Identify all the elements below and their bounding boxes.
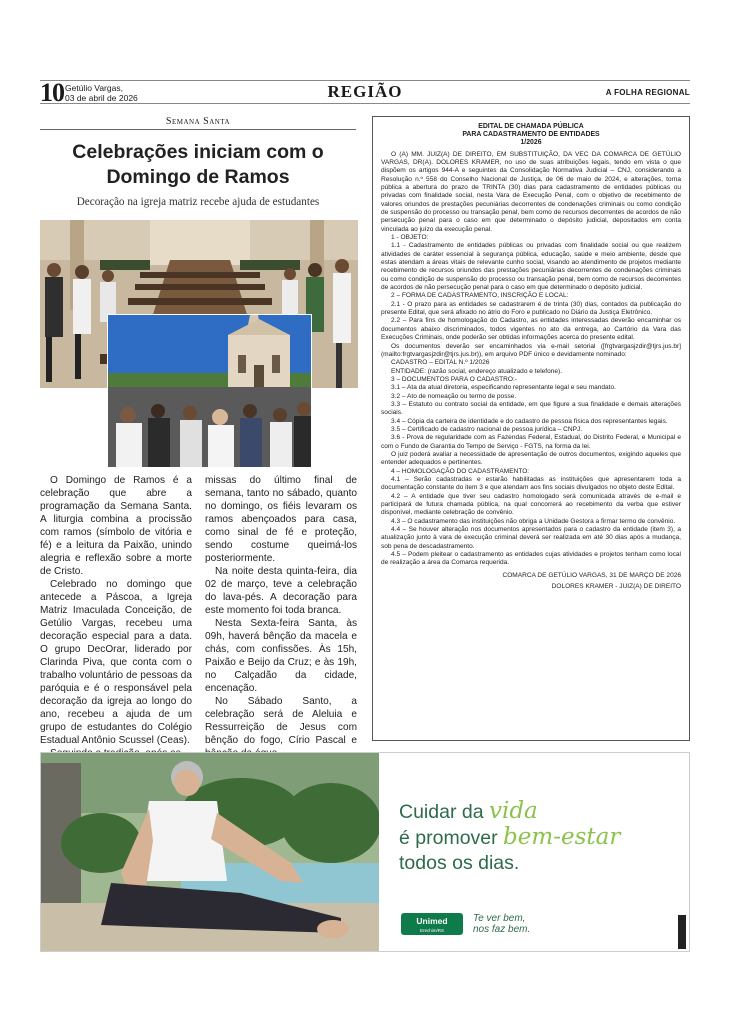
ad-text: Cuidar da <box>399 801 489 823</box>
article-column-1 <box>40 474 192 760</box>
ad-slogan-line-1: Te ver bem, <box>473 913 526 924</box>
notice-paragraph: O (A) MM. JUIZ(A) DE DIREITO, EM SUBSTITUIÇÃO, DA VEC DA COMARCA DE GETÚLIO VARGAS, DR(A). DOLORES KRAMER, no uso de suas atribuições legais, tendo em vista o que dispõem os artigos 944-A e seguintes da Consolidação Normativa Judicial – CNJ, considerando a Resolução n.º 558 do Conselho Nacional de Justiça, de 06 de maio de 2024, e alterações, torna pública a abertura do prazo de TRINTA (30) dias para cadastramento de entidades públicas ou privadas com finalidade social, nesta Vara de Execução Penal, com o objetivo de recebimento de valores oriundos de prestações pecuniárias decorrentes de condenações criminais ou como condição de suspensão do processo ou transação penal, bem como de recursos decorrentes de acordos de não persecução penal para o caso em que determinado o depósito judicial, depositados em conta vinculada ao juízo da execução penal. <box>381 150 681 233</box>
article-column-2 <box>205 474 357 786</box>
article-paragraph: No Sábado Santo, a celebração será de Aleluia e Ressurreição de Jesus com bênção do fogo, Círio Pascal e <box>205 696 357 746</box>
notice-paragraph: 4.4 – Se houver alteração nos documentos apresentados para o cadastro da entidade (item 3), a atualização junto à vara de execução criminal deverá ser realizada em até 30 dias após a mudança, sob pena de descadastramento. <box>381 526 681 550</box>
notice-paragraph: Os documentos deverão ser encaminhados via e-mail setorial ([frgtvargasjzdir@tjrs.jus.br](mailto:frgtvargasjzdir@tjrs.jus.br)), em arquivo PDF único e devidamente nominado: <box>381 342 681 358</box>
page-header <box>40 78 690 107</box>
section-title: REGIÃO <box>327 82 403 101</box>
notice-paragraph: 4.2 – A entidade que tiver seu cadastro homologado será comunicada através de e-mail e participará de futura chamada pública, na qual concorrerá ao recebimento da verba que estiver disponível, mediante celebração de convênio. <box>381 492 681 517</box>
page-number: 10 <box>40 78 64 107</box>
notice-paragraph: 1 - OBJETO: <box>391 234 429 242</box>
header-date-day: 03 de abril de 2026 <box>65 93 138 103</box>
kicker-divider <box>40 129 356 130</box>
ad-script-text: bem-estar <box>503 824 621 850</box>
article-paragraph: Na noite desta quinta-feira, dia 02 de março, teve a celebração do lava-pés. A decoração para este momento foi toda branca. <box>205 566 357 616</box>
notice-paragraph: 4.1 – Serão cadastradas e estarão habilitadas as instituições que apresentarem toda a documentação constante do item 3 e que atendam aos fins sociais divulgados no objeto deste Edital. <box>381 476 681 492</box>
notice-paragraph: 2.1 - O prazo para as entidades se cadastrarem é de trinta (30) dias, contados da publicação do presente Edital, que será afixado no átrio do Foro e publicado no Diário da Justiça Eletrônico. <box>381 300 681 317</box>
notice-paragraph: 4 – HOMOLOGAÇÃO DO CADASTRAMENTO: <box>391 467 530 475</box>
notice-title <box>381 123 681 148</box>
ad-headline-line-2 <box>399 826 620 849</box>
ad-slogan-line-2: nos faz bem. <box>473 924 531 935</box>
notice-title-line: EDITAL DE CHAMADA PÚBLICA <box>478 123 584 130</box>
notice-paragraph: 3.4 – Cópia da carteira de identidade e do cadastro de pessoa física dos representantes legais. <box>391 417 668 425</box>
advertisement[interactable] <box>40 752 690 952</box>
notice-paragraph: 3.1 – Ata da atual diretoria, especificando representante legal e seu mandato. <box>391 384 616 392</box>
notice-paragraph: 3.5 – Certificado de cadastro nacional de pessoa jurídica – CNPJ. <box>391 425 583 433</box>
notice-body <box>381 151 681 568</box>
notice-paragraph: 3 – DOCUMENTOS PARA O CADASTRO:- <box>391 375 517 383</box>
notice-paragraph: 3.2 – Ato de nomeação ou termo de posse. <box>391 392 517 400</box>
notice-number: 1/2026 <box>520 139 542 147</box>
notice-paragraph: 4.3 – O cadastramento das instituições não obriga a Unidade Gestora a firmar termo de convênio. <box>391 517 676 525</box>
notice-paragraph: O juiz poderá avaliar a necessidade de apresentação de outros documentos, exigindo aqueles que entender adequados e pertinentes. <box>381 450 681 467</box>
ad-script-text: vida <box>488 798 538 824</box>
notice-paragraph: 1.1 - Cadastramento de entidades públicas ou privadas com finalidade social ou que realizem atividades de caráter essencial à segurança pública, educação, saúde e meio ambiente, desde que estas atendam a áreas vitais de relevante cunho social, visando ao atendimento de projetos mediante recebimento de recursos oriundos das prestações pecuniárias decorrentes de condenações criminais ou como condição de suspensão do processo ou transação penal, bem como de recursos decorrentes de acordos de não persecução penal para o caso em que determinado o depósito judicial. <box>381 242 681 292</box>
brand-subtitle: Erechim/RS <box>419 928 444 933</box>
notice-signature-place: COMARCA DE GETÚLIO VARGAS, 31 DE MARÇO DE 2026 <box>502 571 681 579</box>
article-paragraph: missas do último final de semana, tanto no sábado, quanto no domingo, os fiéis levaram os ramos abençoados para casa, como sinal de fé e proteção, sendo costume queimá-los posteriormente. <box>205 475 357 564</box>
notice-paragraph: 2.2 – Para fins de homologação do Cadastro, as entidades interessadas deverão encaminhar os documentos abaixo discriminados, todos vigentes no ato da entrega, ao Cartório da Vara das Execuções Criminais, onde poderão ser obtidas informações acerca do presente edital. <box>381 317 681 342</box>
article-paragraph: Nesta Sexta-feira Santa, às 09h, haverá bênção da macela e chás, com confissões. Às 15h, Paixão e Beijo da Cruz; e às 19h, no Calçadão da cidade, encenação. <box>205 618 357 694</box>
notice-paragraph: CADASTRO – EDITAL N.º 1/2026 <box>391 359 490 367</box>
ad-headline-line-3: todos os dias. <box>399 852 520 874</box>
notice-paragraph: 2 – FORMA DE CADASTRAMENTO, INSCRIÇÃO E LOCAL: <box>391 292 569 300</box>
woman-stretching-illustration <box>41 753 379 952</box>
article-subheadline: Decoração na igreja matriz recebe ajuda de estudantes <box>76 196 320 208</box>
article-paragraph: Celebrado no domingo que antecede a Páscoa, a Igreja Matriz Imaculada Conceição, de Getúlio Vargas, recebeu uma decoração especial para a data. O grupo DecOrar, liderado por Clarinda Piva, que conta com o trabalho voluntário de pessoas da paróquia e é o responsável pela decoração da igreja ao longo do ano, recebeu a ajuda de um grupo de estudantes do Colégio Estadual Antônio Scussel (Ceas). <box>40 579 192 746</box>
ad-text: é promover <box>399 827 504 849</box>
notice-title-line: PARA CADASTRAMENTO DE ENTIDADES <box>462 131 600 139</box>
header-date-city: Getúlio Vargas, <box>65 83 123 93</box>
article-paragraph: O Domingo de Ramos é a celebração que abre a programação da Semana Santa. A liturgia combina a procissão com ramos (símbolo de vitória e fé) e a leitura da Paixão, unindo alegria e reflexão sobre a morte de Cristo. <box>40 475 192 577</box>
unimed-logo[interactable] <box>401 913 463 935</box>
notice-signature-name: DOLORES KRAMER - JUIZ(A) DE DIREITO <box>551 583 681 591</box>
notice-paragraph: 3.6 - Prova de regularidade com as Fazendas Federal, Estadual, do Distrito Federal, e Municipal e com o Fundo de Garantia do Tempo de Serviço - FGTS, na forma da lei. <box>381 434 681 450</box>
notice-paragraph: ENTIDADE: (razão social, endereço atualizado e telefone). <box>391 367 563 375</box>
newspaper-name: A FOLHA REGIONAL <box>605 88 690 97</box>
public-notice-box <box>372 116 690 741</box>
church-procession-illustration <box>108 315 312 468</box>
article-kicker: Semana Santa <box>165 116 231 127</box>
notice-paragraph: 4.5 – Podem pleitear o cadastramento as entidades cujas atividades e projetos tenham como local de realização a área da Comarca requerida. <box>381 551 681 567</box>
ad-headline-line-1 <box>399 800 538 823</box>
ad-photo <box>41 753 379 952</box>
article-headline: Celebrações iniciam com o Domingo de Ramos <box>72 141 324 188</box>
notice-paragraph: 3.3 – Estatuto ou contrato social da entidade, em que figure a sua finalidade e demais alterações sociais. <box>381 400 681 417</box>
church-exterior-photo <box>107 314 312 468</box>
brand-name: Unimed <box>416 916 448 926</box>
ad-code-tag <box>678 915 686 949</box>
